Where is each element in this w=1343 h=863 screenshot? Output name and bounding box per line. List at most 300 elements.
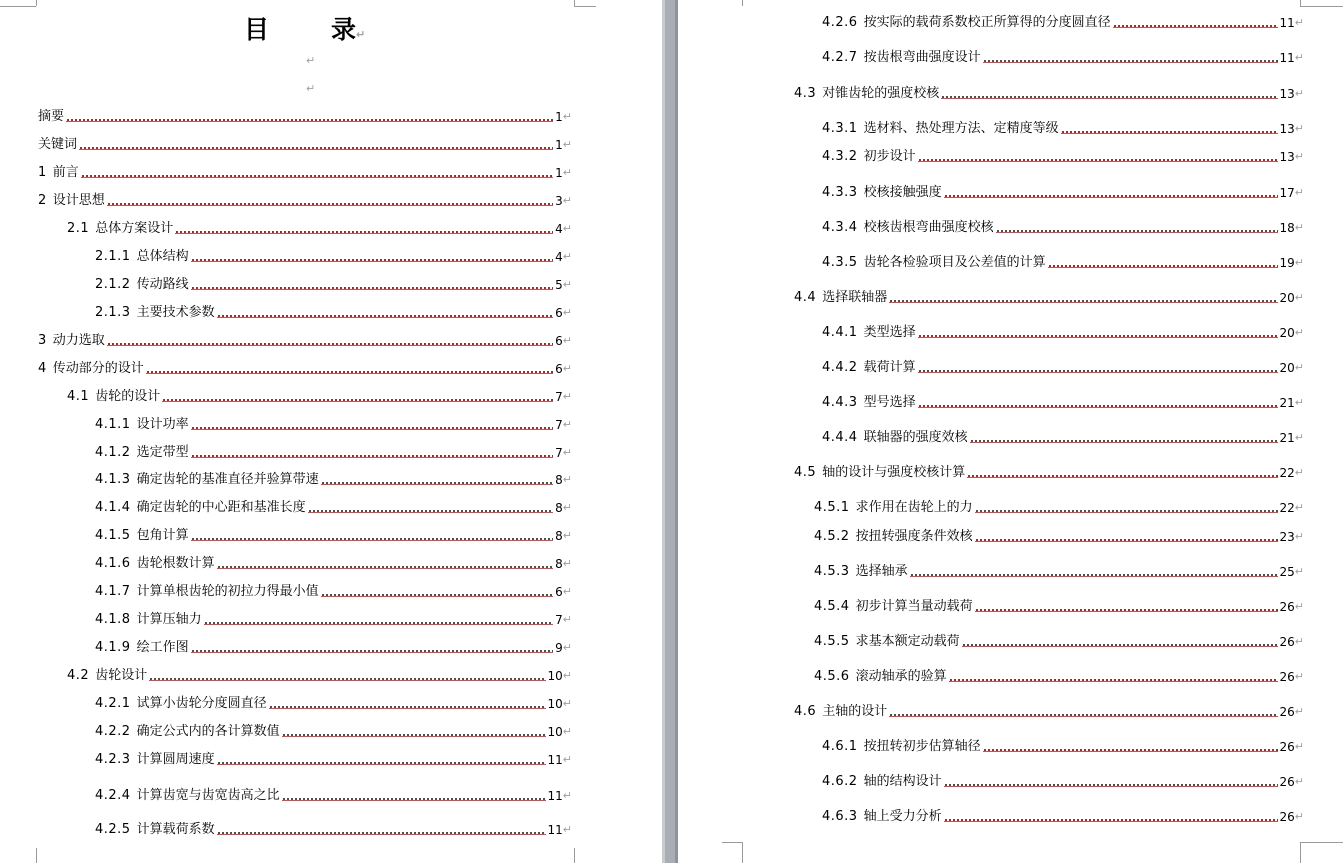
toc-entry-page: 11 — [1279, 51, 1295, 65]
toc-entry-number: 4.1.6 — [95, 556, 131, 571]
toc-entry-title: 摘要 — [38, 109, 65, 124]
paragraph-mark-icon: ↵ — [562, 725, 572, 738]
toc-entry-page: 21 — [1279, 396, 1295, 410]
toc-entry-title: 轴上受力分析 — [863, 809, 942, 824]
toc-entry-number: 4.1.5 — [95, 528, 131, 543]
toc-entry-page: 8 — [555, 557, 563, 571]
toc-dot-leader — [918, 335, 1278, 338]
toc-entry-title: 轴的结构设计 — [863, 774, 942, 789]
crop-mark — [722, 842, 742, 843]
toc-entry-title: 绘工作图 — [136, 640, 189, 655]
toc-entry-title: 主要技术参数 — [136, 305, 215, 320]
toc-entry[interactable] — [95, 275, 572, 293]
toc-entry-number: 2.1.2 — [95, 277, 131, 292]
toc-entry-page: 6 — [555, 362, 563, 376]
toc-entry[interactable] — [38, 135, 572, 153]
paragraph-mark-icon: ↵ — [562, 166, 572, 179]
toc-entry-number: 4.4 — [794, 290, 817, 305]
toc-dot-leader — [162, 399, 553, 402]
toc-entry-title: 前言 — [52, 165, 79, 180]
toc-entry[interactable] — [822, 119, 1304, 137]
toc-entry[interactable] — [95, 722, 572, 740]
toc-entry[interactable] — [794, 463, 1304, 481]
toc-entry-number: 4.2.7 — [822, 50, 858, 65]
paragraph-mark-icon: ↵ — [1294, 87, 1304, 100]
toc-dot-leader — [962, 644, 1278, 647]
toc-entry-page: 10 — [547, 669, 563, 683]
toc-entry-number: 4.1 — [67, 389, 90, 404]
paragraph-mark-icon: ↵ — [562, 585, 572, 598]
toc-entry-page: 22 — [1279, 466, 1295, 480]
crop-mark — [1300, 842, 1343, 843]
toc-entry-page: 11 — [1279, 16, 1295, 30]
toc-entry-title: 设计思想 — [52, 193, 105, 208]
toc-entry[interactable] — [67, 666, 572, 684]
toc-entry-number: 4.1.4 — [95, 500, 131, 515]
toc-entry[interactable] — [95, 786, 572, 804]
toc-dot-leader — [1048, 265, 1278, 268]
toc-dot-leader — [996, 230, 1278, 233]
paragraph-mark-icon: ↵ — [562, 669, 572, 682]
toc-entry-number: 4.5.6 — [814, 669, 850, 684]
crop-mark — [574, 6, 596, 7]
toc-dot-leader — [107, 203, 553, 206]
toc-entry-title: 计算圆周速度 — [136, 752, 215, 767]
toc-entry-number: 4.5.1 — [814, 500, 850, 515]
toc-entry-title: 关键词 — [38, 137, 78, 152]
toc-dot-leader — [191, 287, 554, 290]
toc-entry-page: 13 — [1279, 150, 1295, 164]
toc-entry-title: 滚动轴承的验算 — [855, 669, 947, 684]
toc-entry[interactable] — [794, 288, 1304, 306]
toc-entry-page: 8 — [555, 501, 563, 515]
toc-entry-page: 20 — [1279, 326, 1295, 340]
paragraph-mark-icon: ↵ — [1294, 466, 1304, 479]
toc-entry-page: 1 — [555, 110, 563, 124]
toc-dot-leader — [944, 784, 1278, 787]
toc-entry[interactable] — [822, 358, 1304, 376]
toc-dot-leader — [204, 622, 554, 625]
toc-dot-leader — [191, 259, 554, 262]
toc-entry-title: 类型选择 — [863, 325, 916, 340]
toc-entry-title: 校核接触强度 — [863, 185, 942, 200]
toc-entry[interactable] — [822, 147, 1304, 165]
toc-dot-leader — [983, 60, 1278, 63]
toc-entry[interactable] — [822, 393, 1304, 411]
crop-mark — [574, 848, 575, 863]
paragraph-mark-icon: ↵ — [562, 306, 572, 319]
toc-entry-title: 计算单根齿轮的初拉力得最小值 — [136, 584, 319, 599]
paragraph-mark-icon: ↵ — [1294, 775, 1304, 788]
toc-dot-leader — [975, 609, 1278, 612]
paragraph-mark-icon: ↵ — [562, 194, 572, 207]
toc-dot-leader — [217, 762, 546, 765]
toc-entry[interactable] — [822, 807, 1304, 825]
toc-entry-page: 7 — [555, 613, 563, 627]
toc-entry-title: 求基本额定动载荷 — [855, 634, 960, 649]
toc-entry[interactable] — [95, 415, 572, 433]
crop-mark — [742, 842, 743, 863]
toc-entry-title: 选材料、热处理方法、定精度等级 — [863, 121, 1059, 136]
paragraph-mark-icon: ↵ — [306, 54, 316, 67]
toc-entry[interactable] — [95, 750, 572, 768]
toc-entry-number: 2.1.3 — [95, 305, 131, 320]
paragraph-mark-icon: ↵ — [1294, 221, 1304, 234]
paragraph-mark-icon: ↵ — [1294, 810, 1304, 823]
toc-entry-page: 21 — [1279, 431, 1295, 445]
toc-entry-number: 4.3.3 — [822, 185, 858, 200]
toc-entry-number: 2.1 — [67, 221, 90, 236]
toc-dot-leader — [918, 370, 1278, 373]
title-char-1: 目 — [244, 15, 270, 44]
toc-dot-leader — [975, 510, 1278, 513]
toc-entry-page: 3 — [555, 194, 563, 208]
toc-entry-page: 13 — [1279, 87, 1295, 101]
page-gap — [662, 0, 678, 863]
toc-entry-number: 4.2.5 — [95, 822, 131, 837]
toc-entry-page: 7 — [555, 390, 563, 404]
paragraph-mark-icon: ↵ — [1294, 51, 1304, 64]
toc-entry-number: 2.1.1 — [95, 249, 131, 264]
toc-entry-page: 20 — [1279, 361, 1295, 375]
toc-entry-number: 4.1.9 — [95, 640, 131, 655]
toc-entry[interactable] — [814, 597, 1304, 615]
toc-dot-leader — [983, 749, 1278, 752]
toc-entry[interactable] — [822, 183, 1304, 201]
toc-entry-title: 型号选择 — [863, 395, 916, 410]
toc-entry[interactable] — [95, 247, 572, 265]
toc-entry[interactable] — [822, 323, 1304, 341]
toc-entry-title: 校核齿根弯曲强度校核 — [863, 220, 994, 235]
toc-dot-leader — [918, 159, 1278, 162]
toc-dot-leader — [107, 343, 553, 346]
toc-entry-title: 计算载荷系数 — [136, 822, 215, 837]
toc-entry-title: 齿轮设计 — [95, 668, 148, 683]
toc-dot-leader — [889, 300, 1277, 303]
toc-entry-page: 23 — [1279, 530, 1295, 544]
toc-dot-leader — [889, 714, 1277, 717]
toc-entry[interactable] — [95, 694, 572, 712]
paragraph-mark-icon: ↵ — [356, 28, 366, 41]
paragraph-mark-icon: ↵ — [562, 753, 572, 766]
toc-entry-page: 10 — [547, 697, 563, 711]
toc-entry[interactable] — [822, 737, 1304, 755]
toc-entry-page: 19 — [1279, 256, 1295, 270]
paragraph-mark-icon: ↵ — [1294, 530, 1304, 543]
toc-entry-page: 4 — [555, 250, 563, 264]
toc-dot-leader — [81, 175, 553, 178]
toc-entry-title: 按扭转强度条件效核 — [855, 529, 973, 544]
toc-entry-page: 11 — [547, 753, 563, 767]
toc-entry[interactable] — [95, 526, 572, 544]
toc-entry-title: 设计功率 — [136, 417, 189, 432]
toc-entry-title: 按齿根弯曲强度设计 — [863, 50, 981, 65]
toc-dot-leader — [975, 539, 1278, 542]
toc-entry-number: 4.1.8 — [95, 612, 131, 627]
toc-entry-title: 主轴的设计 — [822, 704, 888, 719]
toc-entry-title: 确定齿轮的中心距和基准长度 — [136, 500, 306, 515]
paragraph-mark-icon: ↵ — [562, 557, 572, 570]
toc-dot-leader — [941, 96, 1277, 99]
paragraph-mark-icon: ↵ — [562, 362, 572, 375]
toc-entry-title: 传动部分的设计 — [52, 361, 144, 376]
toc-entry-page: 26 — [1279, 635, 1295, 649]
toc-dot-leader — [321, 482, 554, 485]
paragraph-mark-icon: ↵ — [562, 613, 572, 626]
toc-entry-page: 22 — [1279, 501, 1295, 515]
toc-entry[interactable] — [95, 498, 572, 516]
toc-entry[interactable] — [822, 428, 1304, 446]
toc-entry[interactable] — [95, 610, 572, 628]
toc-entry-number: 4.1.1 — [95, 417, 131, 432]
toc-entry-page: 5 — [555, 278, 563, 292]
toc-entry-page: 1 — [555, 138, 563, 152]
paragraph-mark-icon: ↵ — [1294, 740, 1304, 753]
toc-entry-title: 齿轮的设计 — [95, 389, 161, 404]
toc-entry-page: 26 — [1279, 705, 1295, 719]
toc-dot-leader — [79, 147, 553, 150]
toc-entry-title: 初步计算当量动载荷 — [855, 599, 973, 614]
toc-dot-leader — [282, 734, 546, 737]
toc-entry-title: 轴的设计与强度校核计算 — [822, 465, 966, 480]
toc-entry[interactable] — [95, 582, 572, 600]
toc-entry-number: 4.4.4 — [822, 430, 858, 445]
paragraph-mark-icon: ↵ — [1294, 705, 1304, 718]
toc-entry[interactable] — [794, 702, 1304, 720]
toc-entry[interactable] — [38, 359, 572, 377]
toc-entry[interactable] — [95, 303, 572, 321]
toc-entry[interactable] — [822, 13, 1304, 31]
toc-entry-title: 齿轮各检验项目及公差值的计算 — [863, 255, 1046, 270]
toc-entry-number: 4.2 — [67, 668, 90, 683]
toc-entry-page: 8 — [555, 473, 563, 487]
toc-entry[interactable] — [814, 498, 1304, 516]
toc-entry-page: 11 — [547, 789, 563, 803]
paragraph-mark-icon: ↵ — [562, 641, 572, 654]
paragraph-mark-icon: ↵ — [562, 473, 572, 486]
toc-entry-title: 选择联轴器 — [822, 290, 888, 305]
toc-entry-number: 1 — [38, 165, 47, 180]
toc-entry[interactable] — [38, 191, 572, 209]
toc-entry-page: 26 — [1279, 600, 1295, 614]
paragraph-mark-icon: ↵ — [1294, 600, 1304, 613]
toc-entry-title: 计算压轴力 — [136, 612, 202, 627]
toc-entry-title: 动力选取 — [52, 333, 105, 348]
toc-entry-number: 4.3.5 — [822, 255, 858, 270]
toc-dot-leader — [1061, 131, 1278, 134]
paragraph-mark-icon: ↵ — [1294, 361, 1304, 374]
toc-entry[interactable] — [814, 632, 1304, 650]
crop-mark — [36, 848, 37, 863]
toc-entry-page: 4 — [555, 222, 563, 236]
toc-entry[interactable] — [814, 667, 1304, 685]
toc-entry[interactable] — [814, 527, 1304, 545]
toc-entry-title: 求作用在齿轮上的力 — [855, 500, 973, 515]
paragraph-mark-icon: ↵ — [562, 446, 572, 459]
toc-dot-leader — [944, 819, 1278, 822]
toc-dot-leader — [191, 455, 554, 458]
toc-entry[interactable] — [822, 772, 1304, 790]
paragraph-mark-icon: ↵ — [562, 222, 572, 235]
toc-dot-leader — [191, 650, 554, 653]
toc-dot-leader — [321, 594, 554, 597]
toc-entry-number: 4.4.2 — [822, 360, 858, 375]
paragraph-mark-icon: ↵ — [562, 418, 572, 431]
paragraph-mark-icon: ↵ — [1294, 150, 1304, 163]
toc-entry[interactable] — [822, 218, 1304, 236]
toc-entry-page: 11 — [547, 823, 563, 837]
crop-mark — [36, 0, 37, 6]
toc-entry-title: 按实际的载荷系数校正所算得的分度圆直径 — [863, 15, 1111, 30]
toc-entry-number: 2 — [38, 193, 47, 208]
toc-entry-title: 试算小齿轮分度圆直径 — [136, 696, 267, 711]
toc-entry-page: 13 — [1279, 122, 1295, 136]
crop-mark — [1300, 842, 1301, 863]
paragraph-mark-icon: ↵ — [562, 529, 572, 542]
toc-entry-title: 按扭转初步估算轴径 — [863, 739, 981, 754]
paragraph-mark-icon: ↵ — [562, 250, 572, 263]
paragraph-mark-icon: ↵ — [1294, 431, 1304, 444]
toc-entry[interactable] — [67, 219, 572, 237]
crop-mark — [1300, 6, 1343, 7]
paragraph-mark-icon: ↵ — [562, 110, 572, 123]
paragraph-mark-icon: ↵ — [1294, 16, 1304, 29]
toc-dot-leader — [66, 119, 553, 122]
toc-entry-number: 4.1.7 — [95, 584, 131, 599]
toc-dot-leader — [191, 427, 554, 430]
toc-entry-page: 6 — [555, 585, 563, 599]
toc-dot-leader — [1113, 25, 1278, 28]
toc-entry-page: 6 — [555, 306, 563, 320]
toc-entry[interactable] — [38, 107, 572, 125]
toc-dot-leader — [944, 195, 1278, 198]
paragraph-mark-icon: ↵ — [562, 789, 572, 802]
toc-entry-number: 4.5.4 — [814, 599, 850, 614]
toc-entry-number: 4.3 — [794, 86, 817, 101]
toc-entry-page: 7 — [555, 446, 563, 460]
toc-entry-page: 25 — [1279, 565, 1295, 579]
paragraph-mark-icon: ↵ — [1294, 670, 1304, 683]
toc-entry[interactable] — [95, 638, 572, 656]
toc-entry[interactable] — [95, 554, 572, 572]
toc-entry-title: 确定公式内的各计算数值 — [136, 724, 280, 739]
paragraph-mark-icon: ↵ — [562, 138, 572, 151]
toc-entry-title: 对锥齿轮的强度校核 — [822, 86, 940, 101]
toc-entry-title: 计算齿宽与齿宽齿高之比 — [136, 788, 280, 803]
toc-dot-leader — [282, 798, 546, 801]
toc-entry-page: 6 — [555, 334, 563, 348]
toc-entry-title: 选定带型 — [136, 445, 189, 460]
toc-dot-leader — [191, 538, 554, 541]
toc-entry-title: 包角计算 — [136, 528, 189, 543]
toc-entry-page: 26 — [1279, 670, 1295, 684]
toc-entry-number: 4.4.3 — [822, 395, 858, 410]
paragraph-mark-icon: ↵ — [1294, 635, 1304, 648]
toc-entry-page: 26 — [1279, 740, 1295, 754]
paragraph-mark-icon: ↵ — [1294, 186, 1304, 199]
toc-entry-title: 总体方案设计 — [95, 221, 174, 236]
toc-entry-number: 4.5.5 — [814, 634, 850, 649]
toc-entry-number: 4.3.1 — [822, 121, 858, 136]
toc-entry-number: 4.1.3 — [95, 472, 131, 487]
toc-entry-title: 联轴器的强度效核 — [863, 430, 968, 445]
toc-dot-leader — [217, 832, 546, 835]
paragraph-mark-icon: ↵ — [1294, 256, 1304, 269]
toc-dot-leader — [175, 231, 553, 234]
toc-entry-number: 4.4.1 — [822, 325, 858, 340]
toc-entry[interactable] — [67, 387, 572, 405]
toc-entry-number: 4.3.2 — [822, 149, 858, 164]
toc-dot-leader — [970, 440, 1278, 443]
paragraph-mark-icon: ↵ — [562, 823, 572, 836]
toc-entry[interactable] — [95, 470, 572, 488]
toc-entry-number: 4.2.3 — [95, 752, 131, 767]
toc-entry-page: 8 — [555, 529, 563, 543]
toc-dot-leader — [149, 678, 545, 681]
toc-entry-number: 3 — [38, 333, 47, 348]
toc-entry-number: 4.6 — [794, 704, 817, 719]
toc-entry-page: 26 — [1279, 775, 1295, 789]
toc-entry-page: 7 — [555, 418, 563, 432]
toc-entry-title: 齿轮根数计算 — [136, 556, 215, 571]
crop-mark — [0, 6, 36, 7]
paragraph-mark-icon: ↵ — [1294, 396, 1304, 409]
toc-entry[interactable] — [794, 84, 1304, 102]
toc-entry-number: 4.2.6 — [822, 15, 858, 30]
toc-dot-leader — [308, 510, 554, 513]
toc-entry[interactable] — [95, 820, 572, 838]
paragraph-mark-icon: ↵ — [1294, 291, 1304, 304]
toc-entry-page: 26 — [1279, 810, 1295, 824]
toc-entry[interactable] — [38, 163, 572, 181]
paragraph-mark-icon: ↵ — [1294, 501, 1304, 514]
toc-entry[interactable] — [95, 443, 572, 461]
toc-entry-number: 4.5.3 — [814, 564, 850, 579]
toc-entry[interactable] — [822, 48, 1304, 66]
toc-title — [244, 10, 365, 46]
toc-entry-number: 4.5 — [794, 465, 817, 480]
toc-entry-number: 4.2.1 — [95, 696, 131, 711]
toc-entry-page: 1 — [555, 166, 563, 180]
paragraph-mark-icon: ↵ — [306, 82, 316, 95]
paragraph-mark-icon: ↵ — [1294, 122, 1304, 135]
toc-entry-number: 4.3.4 — [822, 220, 858, 235]
paragraph-mark-icon: ↵ — [1294, 565, 1304, 578]
toc-entry[interactable] — [822, 253, 1304, 271]
toc-entry-title: 传动路线 — [136, 277, 189, 292]
toc-dot-leader — [269, 706, 546, 709]
toc-dot-leader — [217, 566, 554, 569]
toc-entry-title: 初步设计 — [863, 149, 916, 164]
toc-entry-number: 4.1.2 — [95, 445, 131, 460]
document-page-left — [0, 0, 662, 863]
toc-entry-title: 确定齿轮的基准直径并验算带速 — [136, 472, 319, 487]
paragraph-mark-icon: ↵ — [562, 278, 572, 291]
toc-entry-page: 17 — [1279, 186, 1295, 200]
toc-entry-number: 4.5.2 — [814, 529, 850, 544]
toc-dot-leader — [949, 679, 1278, 682]
toc-entry-page: 18 — [1279, 221, 1295, 235]
toc-entry-number: 4.6.2 — [822, 774, 858, 789]
paragraph-mark-icon: ↵ — [562, 390, 572, 403]
paragraph-mark-icon: ↵ — [562, 334, 572, 347]
paragraph-mark-icon: ↵ — [562, 697, 572, 710]
toc-entry[interactable] — [814, 562, 1304, 580]
toc-entry-number: 4.2.2 — [95, 724, 131, 739]
toc-entry-number: 4.2.4 — [95, 788, 131, 803]
toc-entry[interactable] — [38, 331, 572, 349]
toc-dot-leader — [146, 371, 553, 374]
